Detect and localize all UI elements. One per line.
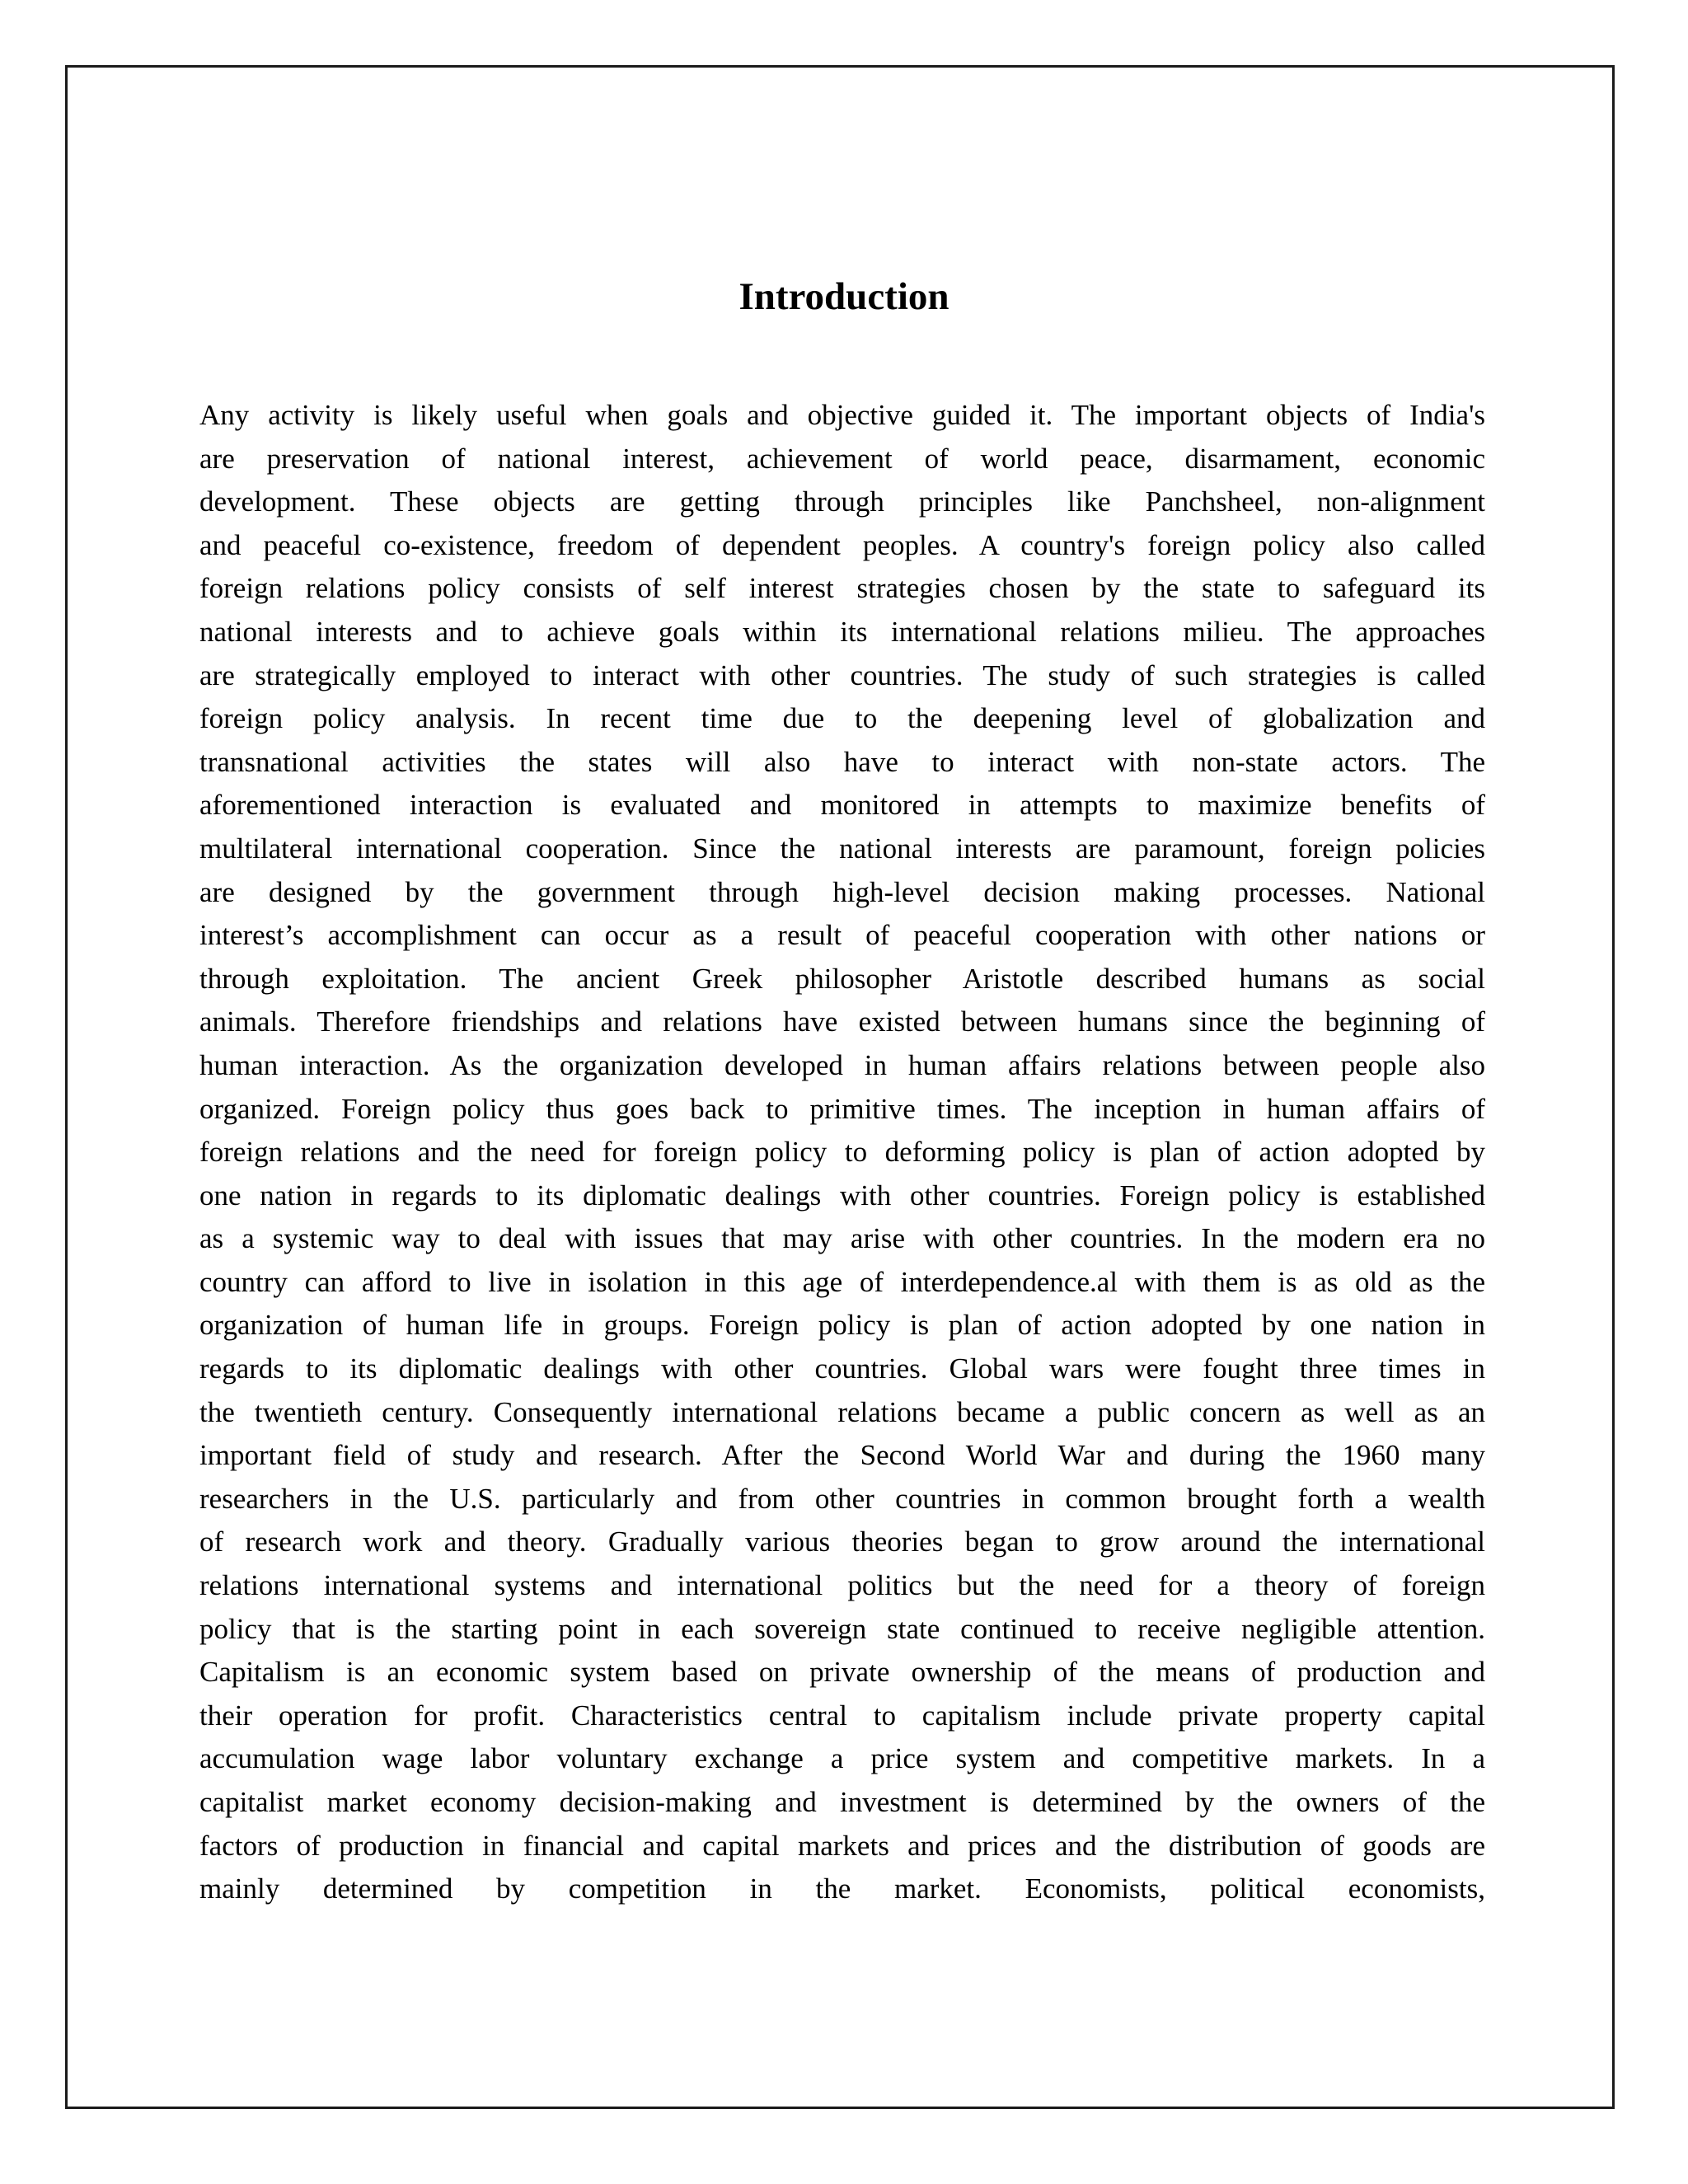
page-title: Introduction — [738, 275, 950, 318]
text-line: are preservation of national interest, achievement of world peace, disarmament, economic — [199, 442, 1485, 475]
text-line: Any activity is likely useful when goals and objective guided it. The important objects of India's — [199, 399, 1485, 431]
text-line: Capitalism is an economic system based on private ownership of the means of production and — [199, 1656, 1485, 1689]
text-line: are strategically employed to interact with other countries. The study of such strategies is called — [199, 658, 1485, 691]
text-line: researchers in the U.S. particularly and from other countries in common brought forth a wealth — [199, 1482, 1485, 1515]
text-line: country can afford to live in isolation in this age of interdependence.al with them is as old as the — [199, 1265, 1485, 1298]
text-line: as a systemic way to deal with issues that may arise with other countries. In the modern era no — [199, 1222, 1485, 1255]
text-line: one nation in regards to its diplomatic dealings with other countries. Foreign policy is established — [199, 1179, 1485, 1212]
text-line: foreign policy analysis. In recent time due to the deepening level of globalization and — [199, 702, 1485, 735]
text-line: interest’s accomplishment can occur as a result of peaceful cooperation with other nations or — [199, 919, 1485, 952]
text-line: organization of human life in groups. Foreign policy is plan of action adopted by one nation in — [199, 1309, 1485, 1342]
text-line: the twentieth century. Consequently international relations became a public concern as well as an — [199, 1395, 1485, 1428]
text-line: transnational activities the states will also have to interact with non-state actors. The — [199, 745, 1485, 778]
text-line: accumulation wage labor voluntary exchange a price system and competitive markets. In a — [199, 1742, 1485, 1775]
text-line: of research work and theory. Gradually various theories began to grow around the international — [199, 1526, 1485, 1558]
text-line: mainly determined by competition in the market. Economists, political economists, — [199, 1872, 1485, 1905]
text-line: national interests and to achieve goals within its international relations milieu. The approaches — [199, 615, 1485, 648]
body-paragraph — [199, 394, 1485, 1911]
text-line: aforementioned interaction is evaluated and monitored in attempts to maximize benefits of — [199, 789, 1485, 822]
text-line: foreign relations policy consists of self interest strategies chosen by the state to safeguard its — [199, 572, 1485, 605]
text-line: human interaction. As the organization developed in human affairs relations between people also — [199, 1048, 1485, 1081]
text-line: multilateral international cooperation. Since the national interests are paramount, foreign policies — [199, 832, 1485, 865]
text-line: capitalist market economy decision-making and investment is determined by the owners of the — [199, 1786, 1485, 1818]
text-line: policy that is the starting point in each sovereign state continued to receive negligible attention. — [199, 1612, 1485, 1645]
text-line: important field of study and research. After the Second World War and during the 1960 many — [199, 1439, 1485, 1472]
text-line: are designed by the government through high-level decision making processes. National — [199, 875, 1485, 908]
text-line: their operation for profit. Characteristics central to capitalism include private property capital — [199, 1699, 1485, 1732]
text-line: regards to its diplomatic dealings with other countries. Global wars were fought three times in — [199, 1352, 1485, 1385]
text-line: animals. Therefore friendships and relations have existed between humans since the beginning of — [199, 1005, 1485, 1038]
text-line: foreign relations and the need for foreign policy to deforming policy is plan of action adopted by — [199, 1136, 1485, 1169]
text-line: development. These objects are getting through principles like Panchsheel, non-alignment — [199, 485, 1485, 518]
text-line: organized. Foreign policy thus goes back to primitive times. The inception in human affairs of — [199, 1092, 1485, 1125]
text-line: relations international systems and international politics but the need for a theory of foreign — [199, 1569, 1485, 1602]
text-line: through exploitation. The ancient Greek philosopher Aristotle described humans as social — [199, 962, 1485, 995]
text-line: and peaceful co-existence, freedom of dependent peoples. A country's foreign policy also called — [199, 528, 1485, 561]
text-line: factors of production in financial and capital markets and prices and the distribution of goods are — [199, 1829, 1485, 1862]
